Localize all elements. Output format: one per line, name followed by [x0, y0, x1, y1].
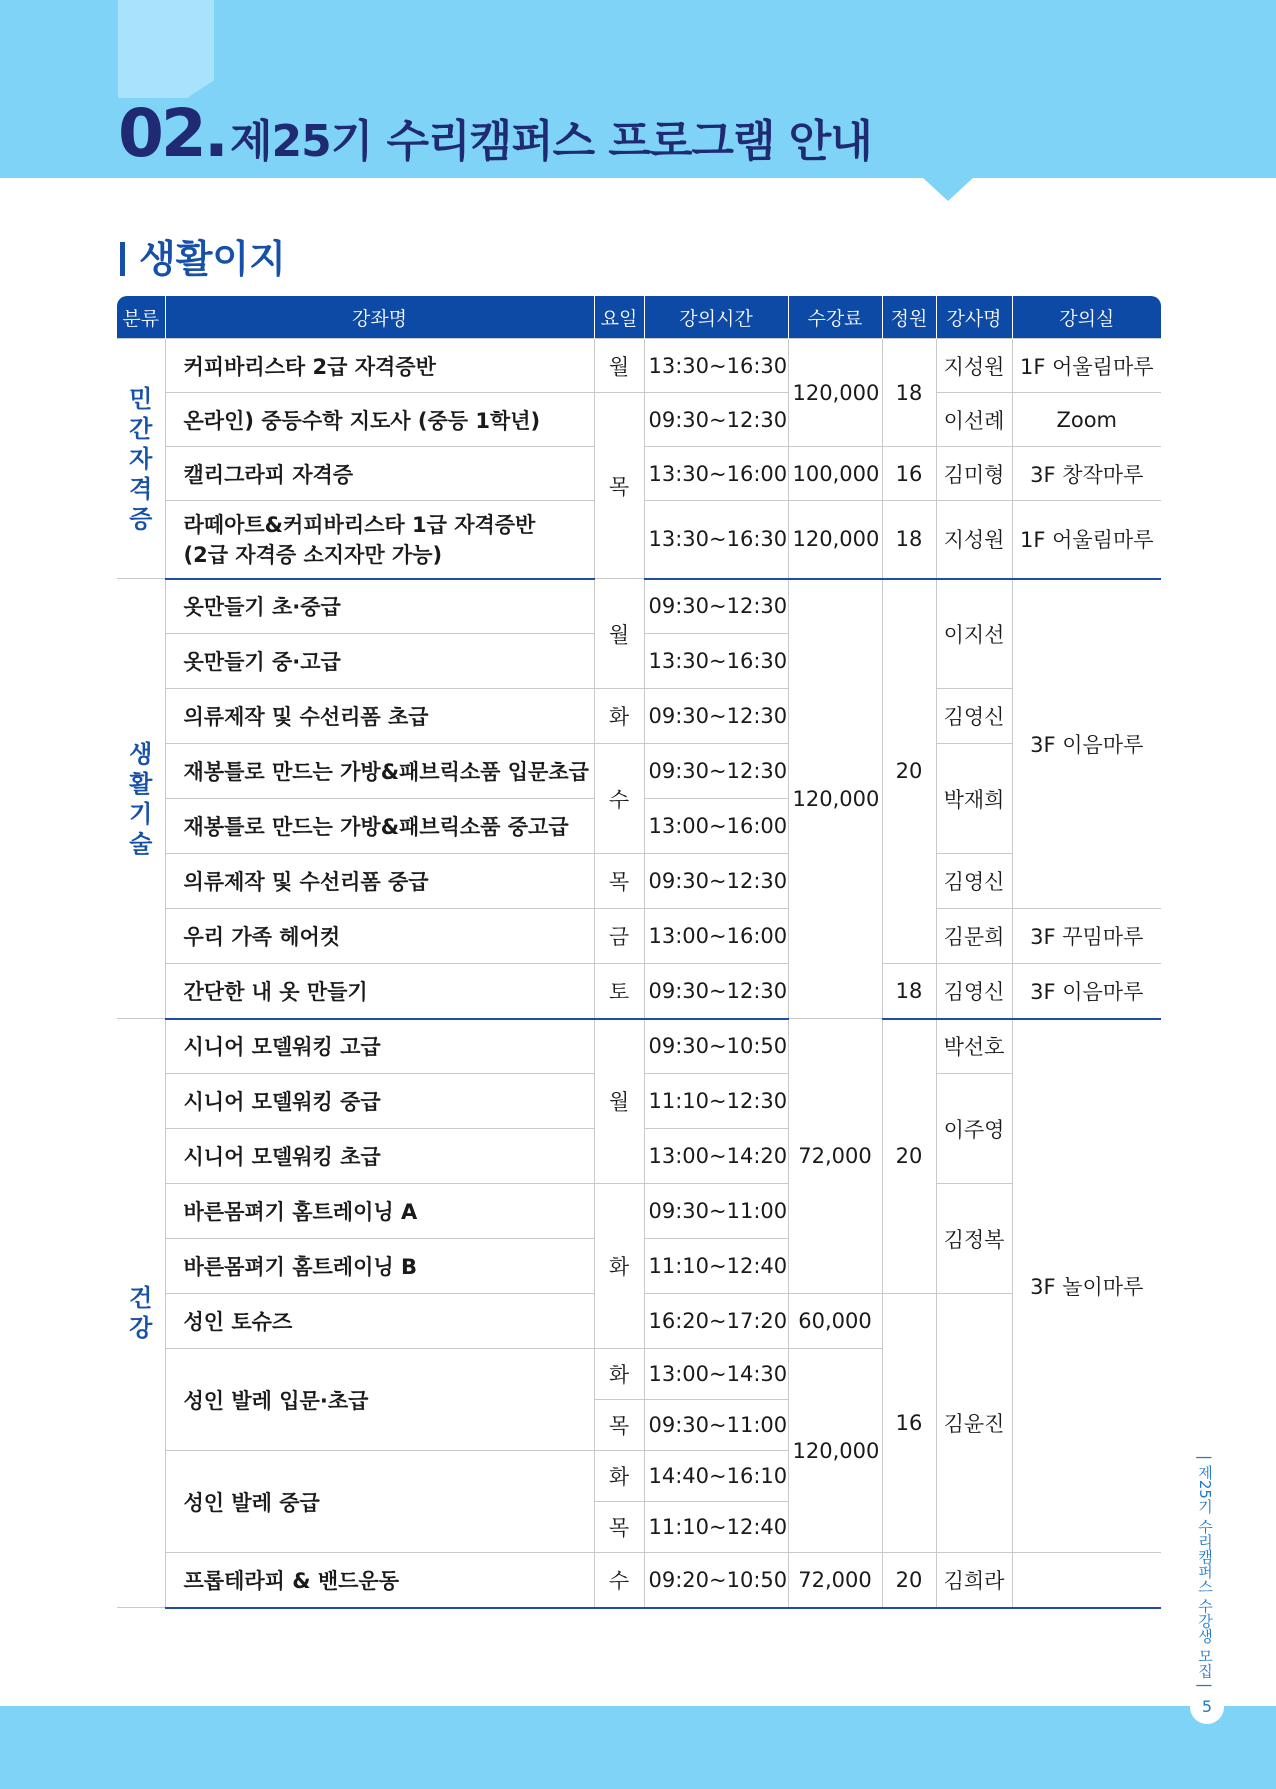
day-cell: 월	[594, 1019, 644, 1184]
fee-cell: 72,000	[788, 1553, 882, 1608]
table-row	[117, 854, 1161, 909]
instructor-cell: 이선례	[936, 393, 1012, 447]
fee-cell: 120,000	[788, 501, 882, 579]
time-cell: 13:30~16:30	[644, 501, 788, 579]
table-row	[117, 1553, 1161, 1608]
banner-tab-decoration	[118, 0, 214, 98]
fee-cell: 100,000	[788, 447, 882, 501]
fee-cell: 120,000	[788, 579, 882, 1019]
capacity-cell: 18	[882, 339, 936, 447]
category-label: 건 강	[129, 1284, 153, 1342]
category-cell	[117, 579, 165, 1019]
fee-cell: 72,000	[788, 1019, 882, 1294]
course-name: 재봉틀로 만드는 가방&패브릭소품 입문초급	[165, 744, 594, 799]
capacity-cell: 20	[882, 579, 936, 964]
day-cell: 목	[594, 1502, 644, 1553]
section-title: 생활이지	[139, 237, 286, 281]
instructor-cell: 지성원	[936, 501, 1012, 579]
time-cell: 13:00~14:30	[644, 1349, 788, 1400]
course-name: 성인 토슈즈	[165, 1294, 594, 1349]
time-cell: 13:00~16:00	[644, 909, 788, 964]
day-cell: 토	[594, 964, 644, 1019]
capacity-cell: 16	[882, 447, 936, 501]
fee-cell: 60,000	[788, 1294, 882, 1349]
col-header-time: 강의시간	[644, 296, 788, 339]
instructor-cell: 김윤진	[936, 1294, 1012, 1553]
course-name: 캘리그라피 자격증	[165, 447, 594, 501]
col-header-day: 요일	[594, 296, 644, 339]
capacity-cell: 18	[882, 501, 936, 579]
time-cell: 13:30~16:00	[644, 447, 788, 501]
table-row	[117, 689, 1161, 744]
page-number: 5	[1190, 1690, 1224, 1724]
page-title: 제25기 수리캠퍼스 프로그램 안내	[230, 116, 872, 167]
instructor-cell: 김미형	[936, 447, 1012, 501]
course-name: 시니어 모델워킹 초급	[165, 1129, 594, 1184]
course-name: 시니어 모델워킹 고급	[165, 1019, 594, 1074]
course-name: 시니어 모델워킹 중급	[165, 1074, 594, 1129]
time-cell: 09:30~11:00	[644, 1400, 788, 1451]
time-cell: 09:30~12:30	[644, 744, 788, 799]
course-name: 우리 가족 헤어컷	[165, 909, 594, 964]
instructor-cell: 김영신	[936, 689, 1012, 744]
fee-cell: 120,000	[788, 339, 882, 447]
bottom-banner	[0, 1706, 1276, 1789]
room-cell: 3F 이음마루	[1012, 579, 1161, 909]
time-cell: 14:40~16:10	[644, 1451, 788, 1502]
course-name: 커피바리스타 2급 자격증반	[165, 339, 594, 393]
instructor-cell: 김희라	[936, 1553, 1012, 1608]
course-name: 옷만들기 초·중급	[165, 579, 594, 634]
time-cell: 09:30~10:50	[644, 1019, 788, 1074]
course-name: 프롭테라피 & 밴드운동	[165, 1553, 594, 1608]
instructor-cell: 지성원	[936, 339, 1012, 393]
instructor-cell: 이주영	[936, 1074, 1012, 1184]
course-note: (2급 자격증 소지자만 가능)	[183, 543, 443, 568]
time-cell: 13:00~16:00	[644, 799, 788, 854]
course-name: 성인 발레 중급	[165, 1451, 594, 1553]
time-cell: 11:10~12:30	[644, 1074, 788, 1129]
table-row	[117, 964, 1161, 1019]
course-name: 의류제작 및 수선리폼 중급	[165, 854, 594, 909]
time-cell: 09:30~11:00	[644, 1184, 788, 1239]
instructor-cell: 김영신	[936, 854, 1012, 909]
col-header-capacity: 정원	[882, 296, 936, 339]
capacity-cell: 16	[882, 1294, 936, 1553]
course-name: 바른몸펴기 홈트레이닝 B	[165, 1239, 594, 1294]
time-cell: 09:30~12:30	[644, 689, 788, 744]
day-cell: 목	[594, 393, 644, 579]
instructor-cell: 김문희	[936, 909, 1012, 964]
category-label: 민 간 자 격 증	[129, 384, 153, 533]
time-cell: 11:10~12:40	[644, 1239, 788, 1294]
col-header-course: 강좌명	[165, 296, 594, 339]
table-row	[117, 909, 1161, 964]
day-cell: 화	[594, 1184, 644, 1349]
capacity-cell: 20	[882, 1553, 936, 1608]
banner-notch-decoration	[922, 177, 974, 201]
time-cell: 13:30~16:30	[644, 634, 788, 689]
room-cell-empty	[1012, 1553, 1161, 1608]
time-cell: 09:20~10:50	[644, 1553, 788, 1608]
day-cell: 월	[594, 339, 644, 393]
room-cell: 1F 어울림마루	[1012, 501, 1161, 579]
day-cell: 화	[594, 1451, 644, 1502]
room-cell: 1F 어울림마루	[1012, 339, 1161, 393]
col-header-room: 강의실	[1012, 296, 1161, 339]
category-cell	[117, 1019, 165, 1608]
day-cell: 수	[594, 744, 644, 854]
fee-cell: 120,000	[788, 1349, 882, 1553]
day-cell: 화	[594, 689, 644, 744]
instructor-cell: 이지선	[936, 579, 1012, 689]
program-schedule-table	[117, 296, 1161, 1609]
day-cell: 목	[594, 1400, 644, 1451]
table-row	[117, 339, 1161, 393]
time-cell: 13:30~16:30	[644, 339, 788, 393]
capacity-cell: 20	[882, 1019, 936, 1294]
table-row	[117, 1184, 1161, 1239]
side-caption: | 제25기 수리캠퍼스 수강생 모집 |	[1196, 1455, 1214, 1689]
instructor-cell: 박선호	[936, 1019, 1012, 1074]
table-header-row	[117, 296, 1161, 339]
course-name-line: 라떼아트&커피바리스타 1급 자격증반	[183, 513, 536, 538]
chapter-number: 02.	[118, 95, 226, 172]
room-cell: 3F 이음마루	[1012, 964, 1161, 1019]
time-cell: 09:30~12:30	[644, 854, 788, 909]
day-cell: 목	[594, 854, 644, 909]
table-row	[117, 393, 1161, 447]
time-cell: 09:30~12:30	[644, 579, 788, 634]
col-header-instructor: 강사명	[936, 296, 1012, 339]
course-name: 의류제작 및 수선리폼 초급	[165, 689, 594, 744]
course-name	[165, 501, 594, 579]
instructor-cell: 김영신	[936, 964, 1012, 1019]
section-heading	[120, 228, 286, 283]
time-cell: 09:30~12:30	[644, 393, 788, 447]
course-name: 온라인) 중등수학 지도사 (중등 1학년)	[165, 393, 594, 447]
room-cell: 3F 놀이마루	[1012, 1019, 1161, 1553]
category-cell	[117, 339, 165, 579]
time-cell: 11:10~12:40	[644, 1502, 788, 1553]
course-name: 재봉틀로 만드는 가방&패브릭소품 중고급	[165, 799, 594, 854]
course-name: 바른몸펴기 홈트레이닝 A	[165, 1184, 594, 1239]
time-cell: 13:00~14:20	[644, 1129, 788, 1184]
category-label: 생 활 기 술	[129, 739, 153, 858]
section-bar-icon	[120, 242, 125, 276]
day-cell: 화	[594, 1349, 644, 1400]
col-header-fee: 수강료	[788, 296, 882, 339]
time-cell: 16:20~17:20	[644, 1294, 788, 1349]
course-name: 성인 발레 입문·초급	[165, 1349, 594, 1451]
instructor-cell: 박재희	[936, 744, 1012, 854]
room-cell: Zoom	[1012, 393, 1161, 447]
table-row	[117, 579, 1161, 634]
day-cell: 금	[594, 909, 644, 964]
table-row	[117, 744, 1161, 799]
col-header-category: 분류	[117, 296, 165, 339]
table-row	[117, 1019, 1161, 1074]
day-cell: 월	[594, 579, 644, 689]
course-name: 간단한 내 옷 만들기	[165, 964, 594, 1019]
day-cell: 수	[594, 1553, 644, 1608]
room-cell: 3F 창작마루	[1012, 447, 1161, 501]
capacity-cell: 18	[882, 964, 936, 1019]
time-cell: 09:30~12:30	[644, 964, 788, 1019]
course-name: 옷만들기 중·고급	[165, 634, 594, 689]
instructor-cell: 김정복	[936, 1184, 1012, 1294]
room-cell: 3F 꾸밈마루	[1012, 909, 1161, 964]
